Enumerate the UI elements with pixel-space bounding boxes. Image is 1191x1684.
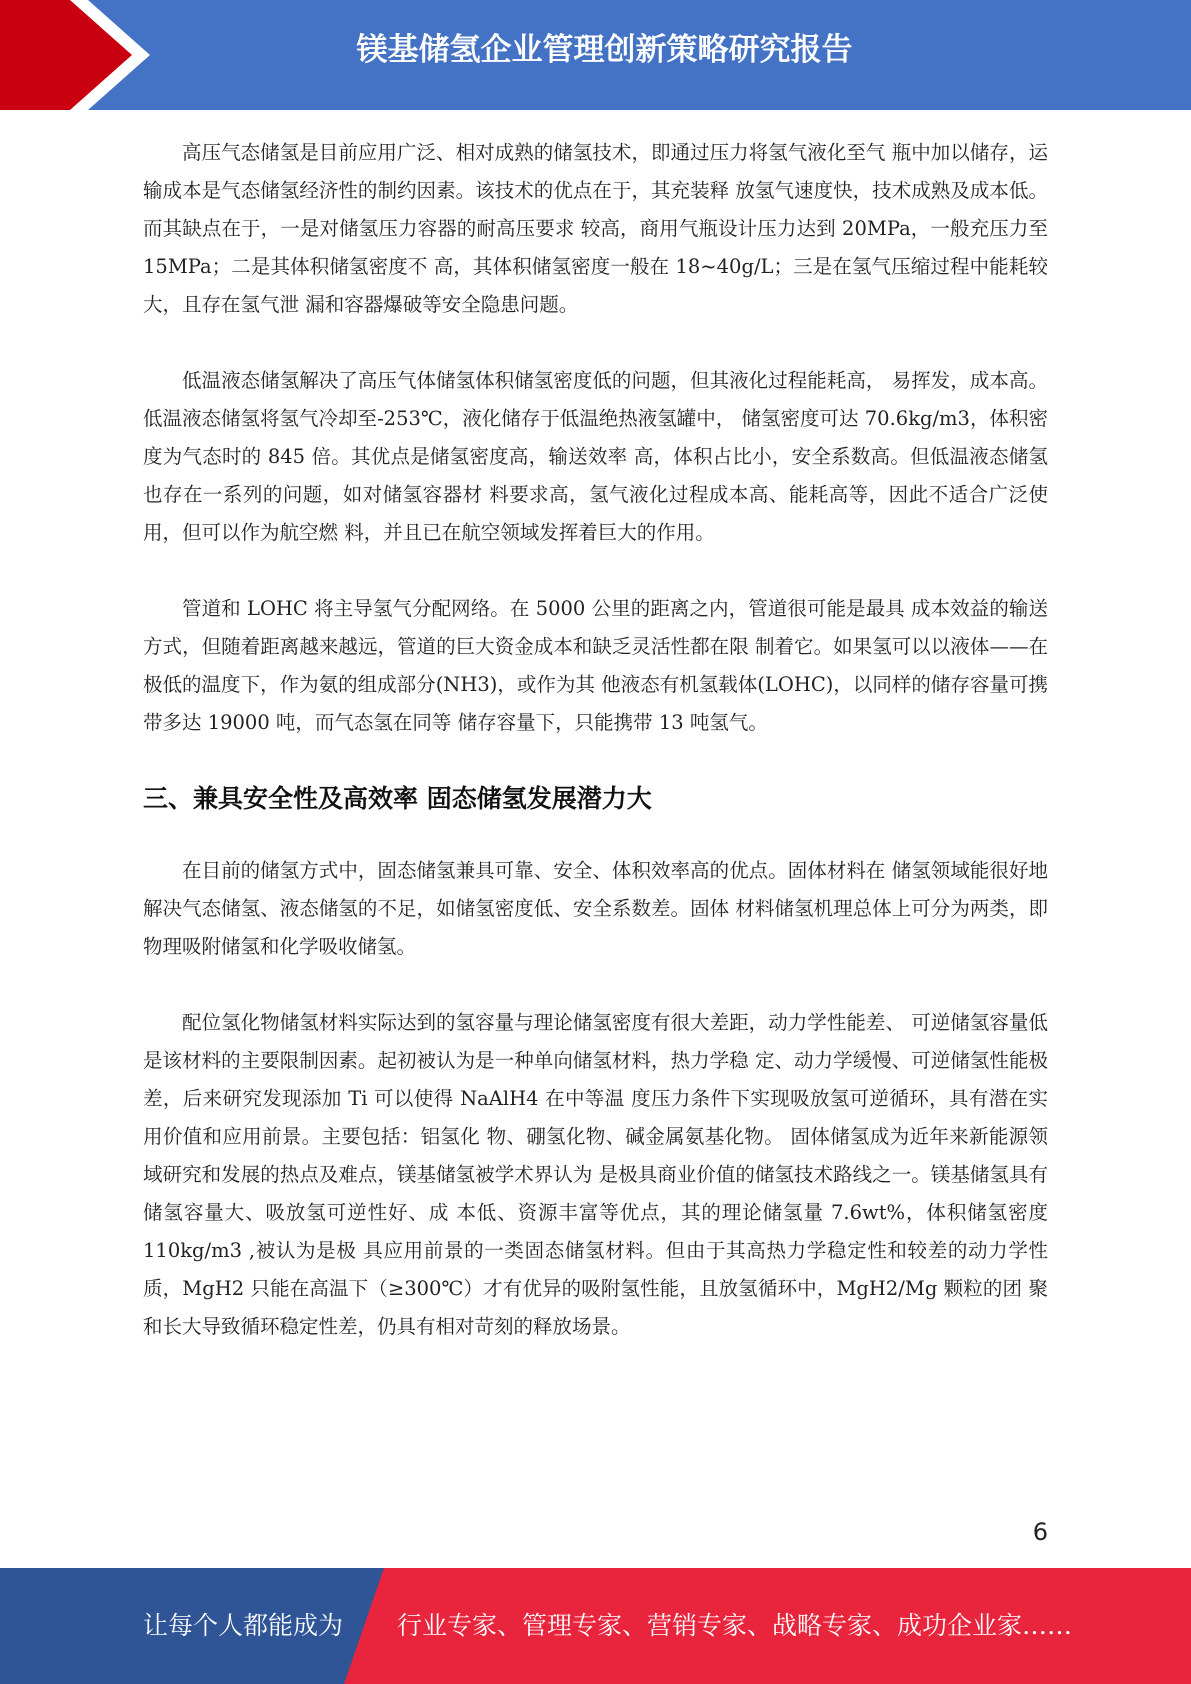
paragraph-solid-storage: 在目前的储氢方式中，固态储氢兼具可靠、安全、体积效率高的优点。固体材料在 储氢领域能很好地解决气态储氢、液态储氢的不足，如储氢密度低、安全系数差。固体 材料储氢机理总体上可分为两类，即物理吸附储氢和化学吸收储氢。 xyxy=(143,859,1048,958)
page-header xyxy=(0,0,1191,110)
paragraph-pipeline-lohc: 管道和 LOHC 将主导氢气分配网络。在 5000 公里的距离之内，管道很可能是最具 成本效益的输送方式，但随着距离越来越远，管道的巨大资金成本和缺乏灵活性都在限 制着它。如果氢可以以液体——在极低的温度下，作为氨的组成部分(NH3)，或作为其 他液态有机氢载体(LOHC)，以同样的储存容量可携带多达 19000 吨，而气态氢在同等 储存容量下，只能携带 13 吨氢气。 xyxy=(143,597,1048,734)
paragraph-liquid-hydrogen: 低温液态储氢解决了高压气体储氢体积储氢密度低的问题，但其液化过程能耗高， 易挥发，成本高。低温液态储氢将氢气冷却至-253℃，液化储存于低温绝热液氢罐中， 储氢密度可达 70.6kg/m3，体积密度为气态时的 845 倍。其优点是储氢密度高，输送效率 高，体积占比小，安全系数高。但低温液态储氢也存在一系列的问题，如对储氢容器材 料要求高，氢气液化过程成本高、能耗高等，因此不适合广泛使用，但可以作为航空燃 料，并且已在航空领域发挥着巨大的作用。 xyxy=(143,369,1048,544)
document-body xyxy=(143,134,1048,1384)
section-heading: 三、兼具安全性及高效率 固态储氢发展潜力大 xyxy=(143,784,652,813)
page-number: 6 xyxy=(1032,1518,1048,1546)
footer-slogan-left: 让每个人都能成为 xyxy=(143,1611,344,1640)
paragraph-hydride-materials: 配位氢化物储氢材料实际达到的氢容量与理论储氢密度有很大差距，动力学性能差、 可逆储氢容量低是该材料的主要限制因素。起初被认为是一种单向储氢材料，热力学稳 定、动力学缓慢、可逆储氢性能极差，后来研究发现添加 Ti 可以使得 NaAlH4 在中等温 度压力条件下实现吸放氢可逆循环，具有潜在实用价值和应用前景。主要包括：铝氢化 物、硼氢化物、碱金属氨基化物。 固体储氢成为近年来新能源领域研究和发展的热点及难点，镁基储氢被学术界认为 是极具商业价值的储氢技术路线之一。镁基储氢具有储氢容量大、吸放氢可逆性好、成 本低、资源丰富等优点，其的理论储氢量 7.6wt%，体积储氢密度 110kg/m3 ,被认为是极 具应用前景的一类固态储氢材料。但由于其高热力学稳定性和较差的动力学性质，MgH2 只能在高温下（≥300℃）才有优异的吸附氢性能，且放氢循环中，MgH2/Mg 颗粒的团 聚和长大导致循环稳定性差，仍具有相对苛刻的释放场景。 xyxy=(143,1011,1048,1338)
footer-slogan-right: 行业专家、管理专家、营销专家、战略专家、成功企业家…… xyxy=(397,1611,1073,1640)
page-footer xyxy=(0,1568,1191,1684)
report-title: 镁基储氢企业管理创新策略研究报告 xyxy=(356,32,853,68)
paragraph-high-pressure: 高压气态储氢是目前应用广泛、相对成熟的储氢技术，即通过压力将氢气液化至气 瓶中加以储存，运输成本是气态储氢经济性的制约因素。该技术的优点在于，其充装释 放氢气速度快，技术成熟及成本低。而其缺点在于，一是对储氢压力容器的耐高压要求 较高，商用气瓶设计压力达到 20MPa，一般充压力至 15MPa；二是其体积储氢密度不 高，其体积储氢密度一般在 18~40g/L；三是在氢气压缩过程中能耗较大，且存在氢气泄 漏和容器爆破等安全隐患问题。 xyxy=(143,141,1048,316)
